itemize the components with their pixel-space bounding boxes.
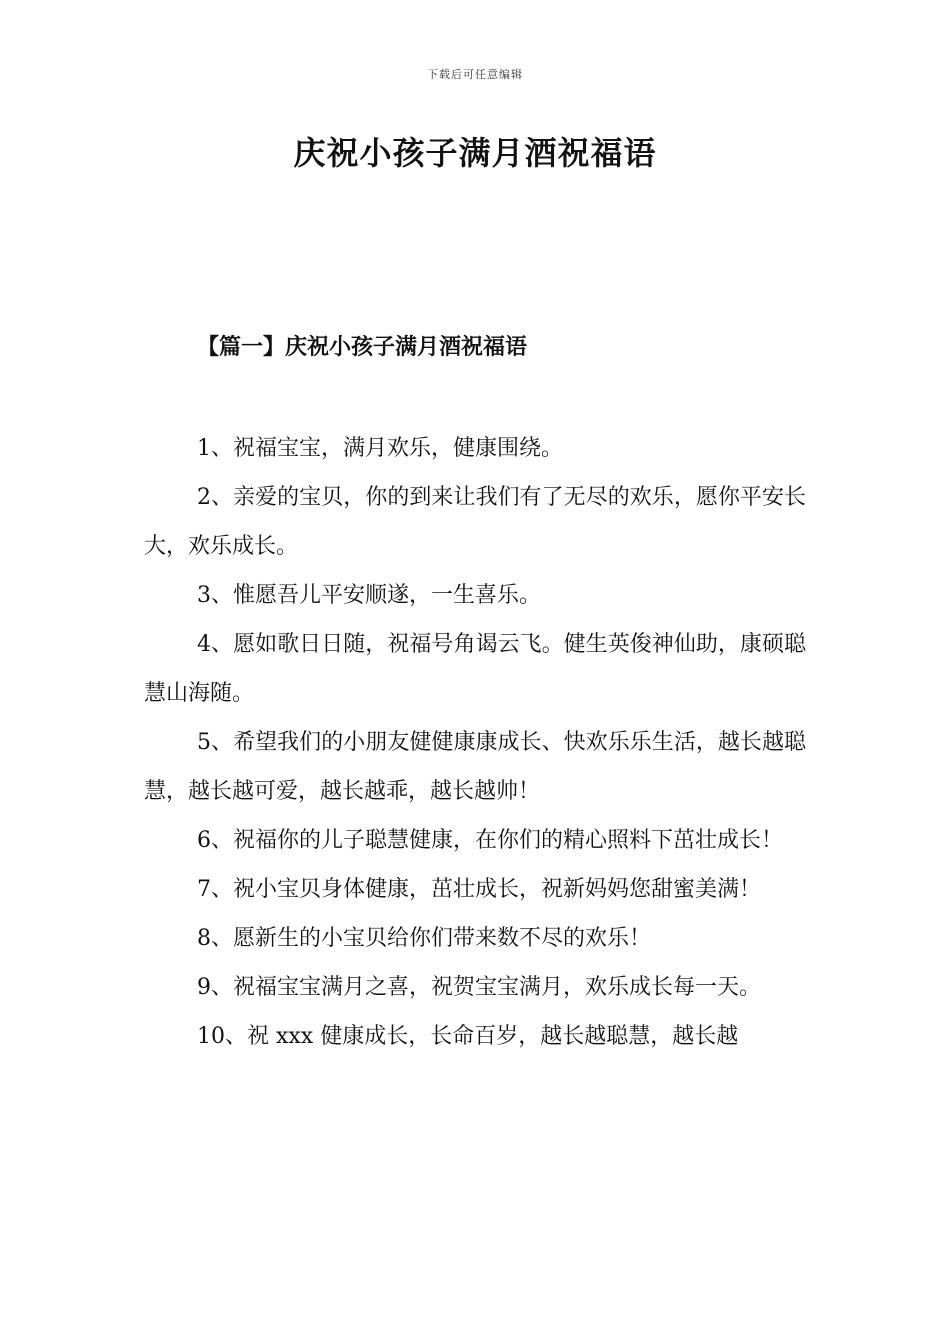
paragraph-2: 2、亲爱的宝贝，你的到来让我们有了无尽的欢乐，愿你平安长大，欢乐成长。 bbox=[144, 485, 806, 559]
paragraph-1: 1、祝福宝宝，满月欢乐，健康围绕。 bbox=[197, 436, 563, 461]
paragraph-9: 9、祝福宝宝满月之喜，祝贺宝宝满月，欢乐成长每一天。 bbox=[197, 975, 761, 1000]
paragraph-6: 6、祝福你的儿子聪慧健康，在你们的精心照料下茁壮成长！ bbox=[197, 828, 783, 853]
paragraph-8: 8、愿新生的小宝贝给你们带来数不尽的欢乐！ bbox=[197, 926, 651, 951]
paragraph-4: 4、愿如歌日日随，祝福号角谒云飞。健生英俊神仙助，康硕聪慧山海随。 bbox=[144, 632, 806, 706]
paragraph-5: 5、希望我们的小朋友健健康康成长、快欢乐乐生活，越长越聪慧，越长越可爱，越长越乖，越长越帅！ bbox=[144, 730, 806, 804]
paragraph-10: 10、祝 xxx 健康成长，长命百岁，越长越聪慧，越长越 bbox=[197, 1024, 739, 1049]
document-title: 庆祝小孩子满月酒祝福语 bbox=[293, 134, 657, 172]
section-heading: 【篇一】庆祝小孩子满月酒祝福语 bbox=[197, 334, 528, 360]
document-body bbox=[144, 424, 806, 1061]
header-note: 下载后可任意编辑 bbox=[427, 68, 523, 81]
paragraph-7: 7、祝小宝贝身体健康，茁壮成长，祝新妈妈您甜蜜美满！ bbox=[197, 877, 761, 902]
paragraph-3: 3、惟愿吾儿平安顺遂，一生喜乐。 bbox=[197, 583, 541, 608]
